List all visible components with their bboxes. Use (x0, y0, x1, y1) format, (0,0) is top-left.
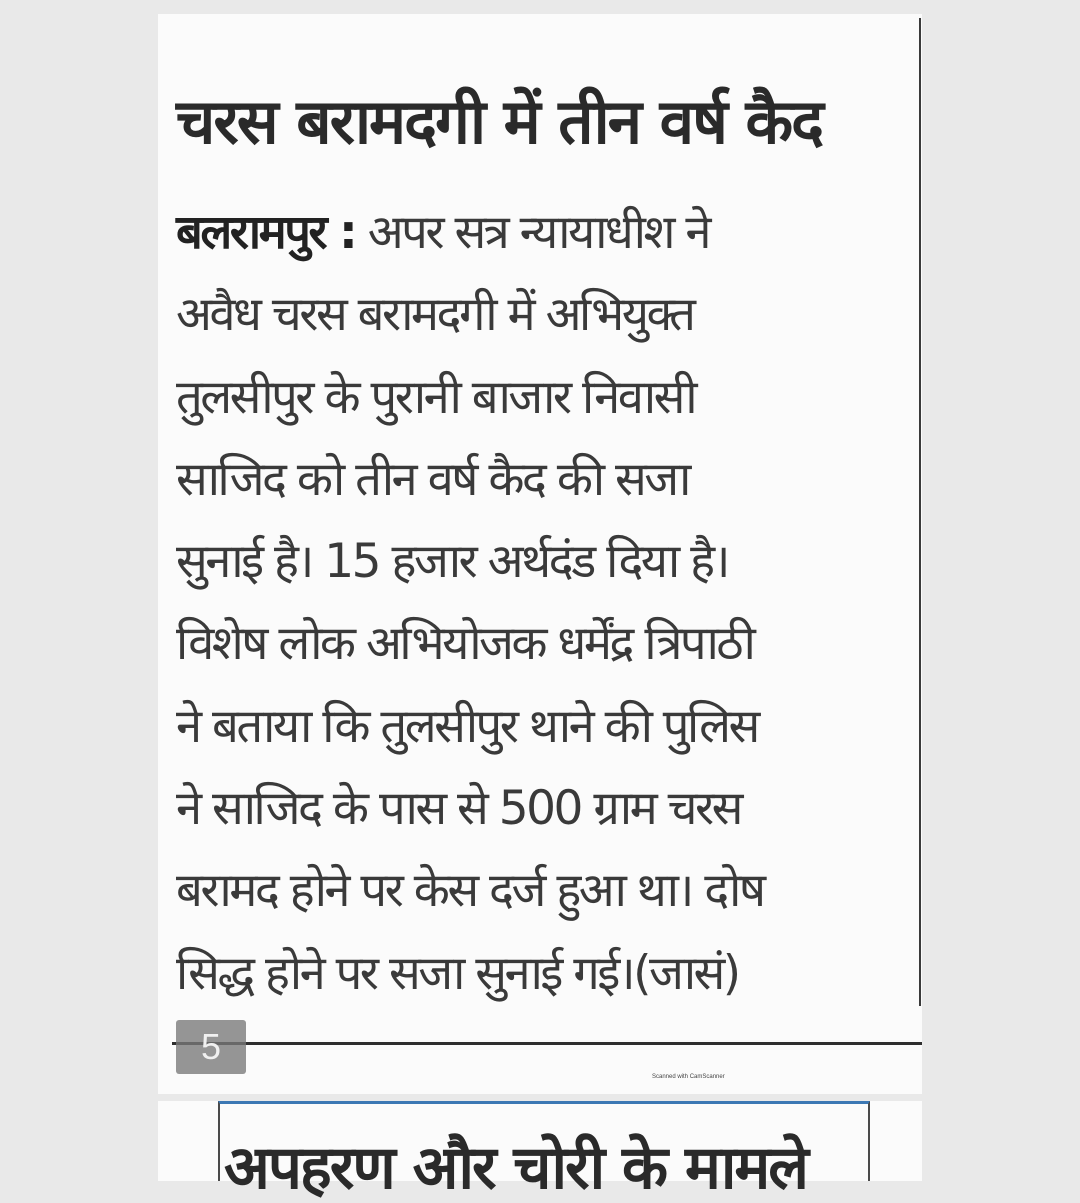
page-number-badge[interactable]: 5 (176, 1020, 246, 1074)
article-line: ने साजिद के पास से 500 ग्राम चरस (176, 781, 741, 837)
next-article-headline: अपहरण और चोरी के मामले (224, 1133, 807, 1203)
article-line: विशेष लोक अभियोजक धर्मेंद्र त्रिपाठी (176, 616, 754, 672)
bottom-rule (172, 1042, 922, 1045)
column-rule (919, 18, 921, 1006)
scanner-watermark: Scanned with CamScanner (652, 1074, 725, 1080)
article-line: सिद्ध होने पर सजा सुनाई गई।(जासं) (176, 945, 739, 1001)
next-scanned-page[interactable] (158, 1101, 922, 1203)
article-line: तुलसीपुर के पुरानी बाजार निवासी (176, 369, 696, 425)
article-dateline: बलरामपुर : (176, 205, 356, 260)
article-line: अवैध चरस बरामदगी में अभियुक्त (176, 287, 694, 343)
article-headline: चरस बरामदगी में तीन वर्ष कैद (176, 85, 823, 158)
article-line: ने बताया कि तुलसीपुर थाने की पुलिस (176, 698, 758, 754)
article-line-text: अपर सत्र न्यायाधीश ने (355, 205, 709, 260)
scanned-page (158, 14, 922, 1094)
article-line: बरामद होने पर केस दर्ज हुआ था। दोष (176, 863, 764, 919)
article-body (176, 192, 906, 1015)
article-line: साजिद को तीन वर्ष कैद की सजा (176, 451, 689, 507)
article-line (176, 192, 906, 274)
article-line: सुनाई है। 15 हजार अर्थदंड दिया है। (176, 534, 728, 590)
